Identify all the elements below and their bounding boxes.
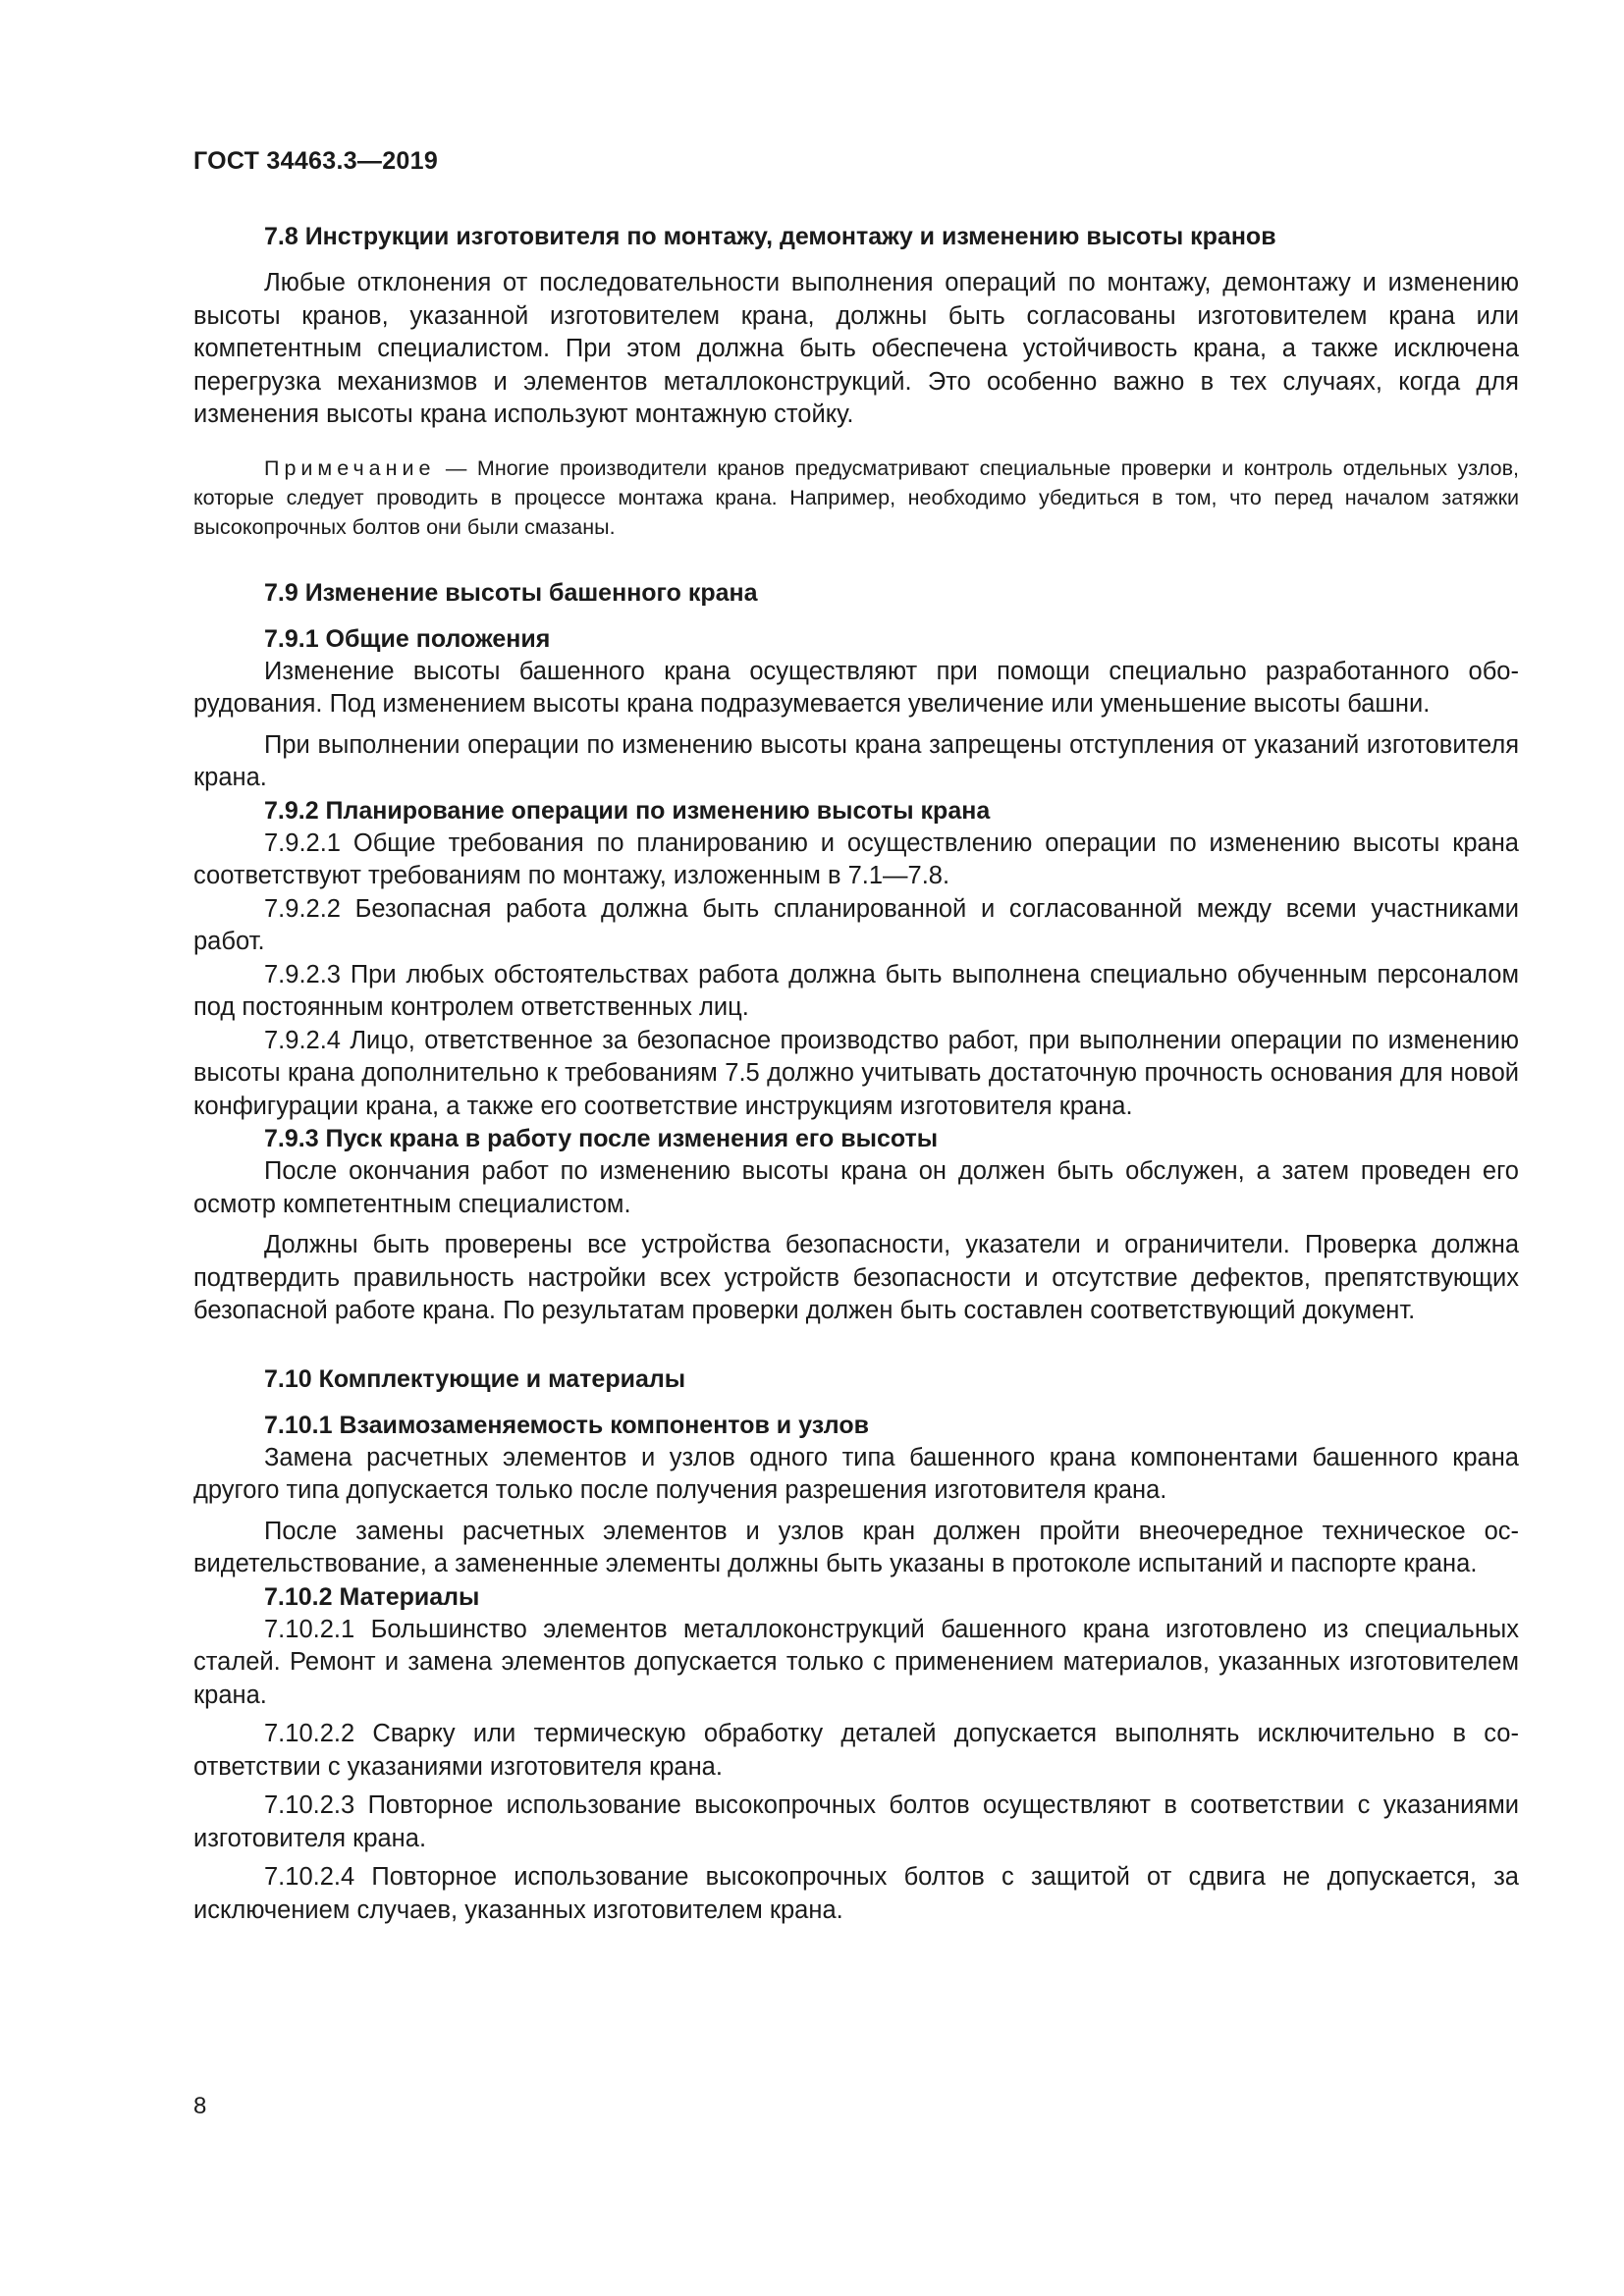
section-7-8-paragraph: Любые отклонения от последовательности выполнения операций по монтажу, демонтажу и изменению высоты кранов, указанной изготовителем крана, должны быть согласованы изготовителем крана или компетентным специалистом. При этом должна быть обеспечена устойчивость крана, а также исключена перегрузка механизмов и элементов металлоконструкций. Это особенно важно в тех случаях, когда для изменения высоты крана используют монтажную стойку. [193, 269, 1519, 428]
section-7-10-title: 7.10 Комплектующие и материалы [264, 1364, 686, 1393]
section-7-8-note [193, 454, 1519, 542]
section-7-9-3-paragraph-1: После окончания работ по изменению высоты крана он должен быть обслужен, а затем проведен его осмотр компетентным специалистом. [193, 1157, 1519, 1218]
section-7-9-3-title: 7.9.3 Пуск крана в работу после изменения его высоты [264, 1125, 939, 1152]
section-7-9-2-1: 7.9.2.1 Общие требования по планированию и осуществлению операции по изменению высоты крана соответствуют требованиям по монтажу, изложенным в 7.1—7.8. [193, 828, 1519, 889]
section-7-9-1-paragraph-2: При выполнении операции по изменению высоты крана запрещены отступления от указаний изготовителя крана. [193, 730, 1519, 791]
document-code: ГОСТ 34463.3—2019 [193, 147, 439, 175]
section-7-10-2-4: 7.10.2.4 Повторное использование высокопрочных болтов с защитой от сдвига не допускается, за исключением случаев, указанных изготовителем крана. [193, 1863, 1519, 1924]
section-7-10-2-3: 7.10.2.3 Повторное использование высокопрочных болтов осуществляют в соответствии с указаниями изготовителя крана. [193, 1791, 1519, 1852]
section-7-10-2-2: 7.10.2.2 Сварку или термическую обработку деталей допускается выполнять исключительно в соответствии с указаниями изготовителя крана. [193, 1720, 1519, 1781]
section-7-9-2-4: 7.9.2.4 Лицо, ответственное за безопасное производство работ, при выполнении операции по изменению высоты крана дополнительно к требованиям 7.5 должно учитывать достаточную прочность основания для новой конфигурации крана, а также его соответствие инструкциям изготовителя крана. [193, 1026, 1519, 1120]
section-7-9-1-paragraph-1: Изменение высоты башенного крана осуществляют при помощи специально разработанного оборудования. Под изменением высоты крана подразумевается увеличение или уменьшение высоты башни. [193, 657, 1519, 718]
section-7-10-1-paragraph-1: Замена расчетных элементов и узлов одного типа башенного крана компонентами башенного крана другого типа допускается только после получения разрешения изготовителя крана. [193, 1443, 1519, 1504]
section-7-10-1-title: 7.10.1 Взаимозаменяемость компонентов и узлов [264, 1411, 869, 1439]
section-7-10-2-title: 7.10.2 Материалы [264, 1582, 480, 1611]
section-7-9-2-2: 7.9.2.2 Безопасная работа должна быть спланированной и согласованной между всеми участниками работ. [193, 894, 1519, 955]
section-7-9-2-3: 7.9.2.3 При любых обстоятельствах работа должна быть выполнена специально обученным персоналом под постоянным контролем ответственных лиц. [193, 960, 1519, 1021]
section-7-10-2-1: 7.10.2.1 Большинство элементов металлоконструкций башенного крана изготовлено из специальных сталей. Ремонт и замена элементов допускается только с применением материалов, указанных изготовителем крана. [193, 1615, 1519, 1709]
page-number: 8 [193, 2093, 207, 2119]
section-7-9-1-title: 7.9.1 Общие положения [264, 624, 551, 653]
note-text: — Многие производители кранов предусматривают специальные проверки и контроль отдельных узлов, которые следует проводить в процессе монтажа крана. Например, необходимо убедиться в том, что перед началом затяжки высокопрочных болтов они были смазаны. [193, 455, 1519, 539]
section-7-9-2-title: 7.9.2 Планирование операции по изменению высоты крана [264, 796, 991, 825]
section-7-10-1-paragraph-2: После замены расчетных элементов и узлов кран должен пройти внеочередное техническое освидетельствование, а замененные элементы должны быть указаны в протоколе испытаний и паспорте крана. [193, 1517, 1519, 1577]
section-7-8-title: 7.8 Инструкции изготовителя по монтажу, демонтажу и изменению высоты кранов [264, 223, 1276, 250]
note-label: Примечание [264, 455, 436, 480]
section-7-9-3-paragraph-2: Должны быть проверены все устройства безопасности, указатели и ограничители. Проверка должна подтвердить правильность настройки всех устройств безопасности и отсутствие дефектов, препятствующих безопасной работе крана. По результатам проверки должен быть составлен соответствующий документ. [193, 1231, 1519, 1324]
document-body [193, 221, 1519, 1927]
section-7-9-title: 7.9 Изменение высоты башенного крана [264, 578, 758, 607]
